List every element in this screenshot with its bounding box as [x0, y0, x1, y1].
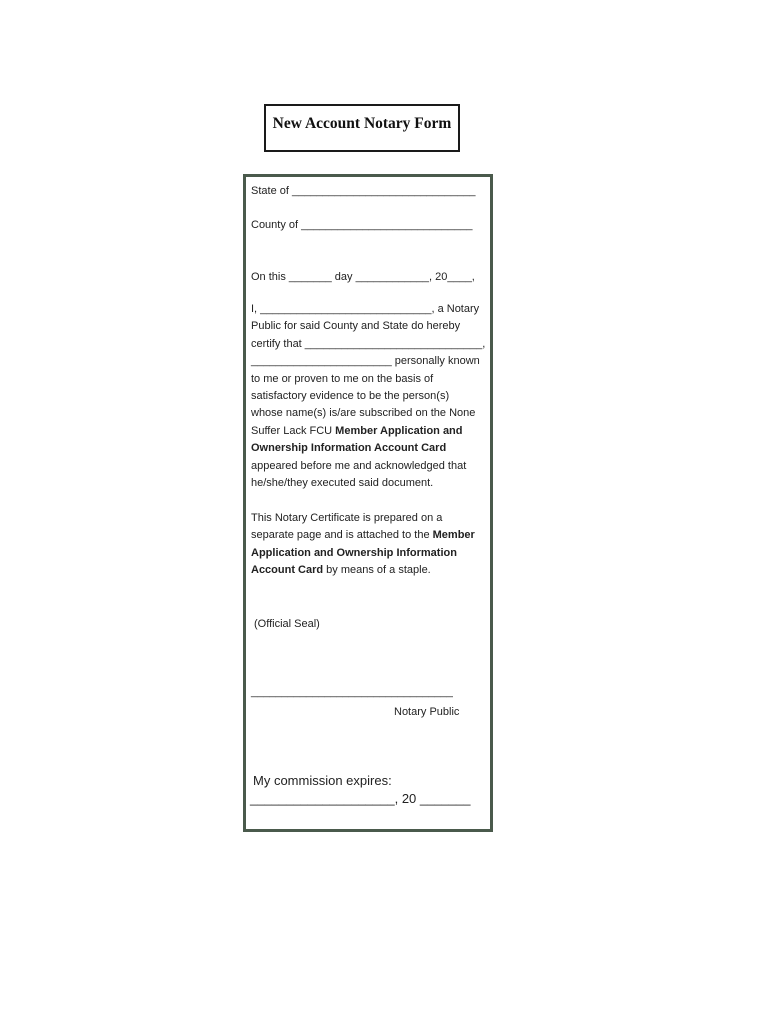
attach-line-4-text: by means of a staple.	[323, 564, 431, 577]
certify-line-3: certify that _____________________________,	[251, 337, 486, 350]
certify-paragraph	[251, 301, 491, 492]
certify-line-11: he/she/they executed said document.	[251, 477, 434, 490]
commission-date-line: ____________________, 20 _______	[250, 791, 471, 806]
title-box	[264, 104, 460, 152]
certify-line-5: to me or proven to me on the basis of	[251, 372, 434, 385]
certify-line-4: _______________________ personally known	[251, 355, 480, 368]
fcu-name: Suffer Lack FCU	[251, 424, 336, 437]
official-seal-label: (Official Seal)	[254, 618, 320, 630]
commission-label: My commission expires:	[253, 773, 392, 788]
attach-card-part-1: Member	[432, 529, 475, 542]
certify-line-9	[251, 440, 491, 457]
form-title: New Account Notary Form	[272, 115, 452, 132]
certify-line-1: I, ____________________________, a Notary	[251, 303, 480, 315]
attach-card-part-2: Application and Ownership Information	[251, 546, 457, 559]
certify-line-2: Public for said County and State do hereby	[251, 320, 461, 333]
certify-line-10: appeared before me and acknowledged that	[251, 459, 467, 472]
county-line: County of ____________________________	[251, 219, 473, 231]
attach-line-2	[251, 527, 491, 544]
certify-line-7: whose name(s) is/are subscribed on the None	[251, 407, 476, 420]
attach-card-part-3: Account Card	[251, 564, 324, 577]
attach-line-3	[251, 545, 491, 562]
card-name-part-2: Ownership Information Account Card	[251, 442, 447, 455]
attach-line-4	[251, 562, 491, 579]
attach-line-2-text: separate page and is attached to the	[251, 529, 433, 542]
notary-public-label: Notary Public	[394, 706, 460, 718]
notary-form-box	[243, 174, 493, 832]
certify-line-6: satisfactory evidence to be the person(s)	[251, 390, 450, 403]
date-line: On this _______ day ____________, 20____,	[251, 271, 475, 283]
signature-line: _________________________________	[251, 686, 453, 698]
certify-line-8	[251, 423, 491, 440]
attach-paragraph	[251, 510, 491, 580]
card-name-part-1: Member Application and	[335, 424, 463, 437]
state-line: State of ______________________________	[251, 185, 476, 197]
attach-line-1: This Notary Certificate is prepared on a	[251, 512, 443, 524]
